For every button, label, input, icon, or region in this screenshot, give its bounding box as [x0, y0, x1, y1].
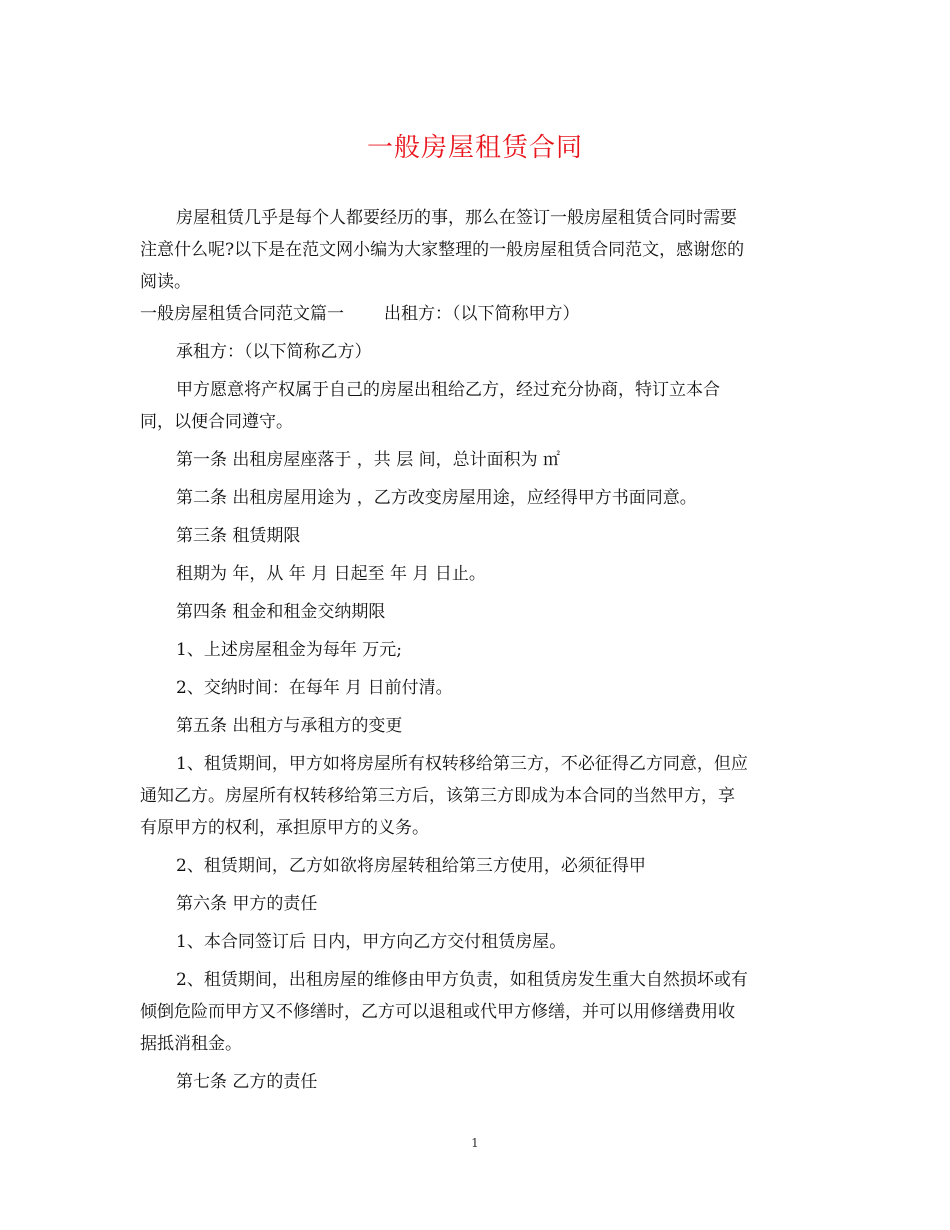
section-heading-line: [140, 298, 820, 330]
article-5-heading: 第五条 出租方与承租方的变更: [176, 716, 403, 736]
article-5-item-2: 2、租赁期间，乙方如欲将房屋转租给第三方使用，必须征得甲: [176, 856, 646, 876]
article-4-item-1: 1、上述房屋租金为每年 万元;: [176, 640, 402, 660]
lessor-line: 出租方：（以下简称甲方）: [384, 304, 580, 324]
intro-line: 注意什么呢?以下是在范文网小编为大家整理的一般房屋租赁合同范文，感谢您的: [140, 240, 745, 260]
article-6-item-1: 1、本合同签订后 日内，甲方向乙方交付租赁房屋。: [176, 932, 567, 952]
article-4-heading: 第四条 租金和租金交纳期限: [176, 602, 386, 622]
page-number: 1: [471, 1136, 479, 1150]
article-6-item-2-line: 倾倒危险而甲方又不修缮时，乙方可以退租或代甲方修缮，并可以用修缮费用收: [140, 1002, 735, 1022]
article-6-item-2-line: 据抵消租金。: [140, 1034, 242, 1054]
article-5-item-1: [140, 748, 820, 844]
document-title: 一般房屋租赁合同: [366, 133, 583, 163]
article-3-heading: 第三条 租赁期限: [176, 526, 301, 546]
section-heading: 一般房屋租赁合同范文篇一: [140, 304, 344, 324]
article-5-item-1-line: 有原甲方的权利，承担原甲方的义务。: [140, 818, 429, 838]
article-7-heading: 第七条 乙方的责任: [176, 1072, 318, 1092]
article-6-item-2: [140, 964, 820, 1060]
intro-line: 阅读。: [140, 272, 191, 292]
agreement-paragraph: [140, 374, 820, 438]
article-5-item-1-line: 通知乙方。房屋所有权转移给第三方后，该第三方即成为本合同的当然甲方，享: [140, 786, 735, 806]
article-5-item-1-line: 1、租赁期间，甲方如将房屋所有权转移给第三方，不必征得乙方同意，但应: [176, 754, 748, 774]
article-1: 第一条 出租房屋座落于 ，共 层 间，总计面积为 ㎡: [176, 450, 561, 470]
article-3-text: 租期为 年，从 年 月 日起至 年 月 日止。: [176, 564, 486, 584]
article-6-item-2-line: 2、租赁期间，出租房屋的维修由甲方负责，如租赁房发生重大自然损坏或有: [176, 970, 748, 990]
document-body: [140, 202, 820, 1098]
article-2: 第二条 出租房屋用途为 ，乙方改变房屋用途，应经得甲方书面同意。: [176, 488, 697, 508]
intro-line: 房屋租赁几乎是每个人都要经历的事，那么在签订一般房屋租赁合同时需要: [176, 208, 737, 228]
agreement-line: 同，以便合同遵守。: [140, 412, 293, 432]
agreement-line: 甲方愿意将产权属于自己的房屋出租给乙方，经过充分协商，特订立本合: [176, 380, 720, 400]
intro-paragraph: [140, 202, 820, 298]
article-4-item-2: 2、交纳时间：在每年 月 日前付清。: [176, 678, 453, 698]
lessee-line: 承租方：（以下简称乙方）: [176, 342, 372, 362]
article-6-heading: 第六条 甲方的责任: [176, 894, 318, 914]
